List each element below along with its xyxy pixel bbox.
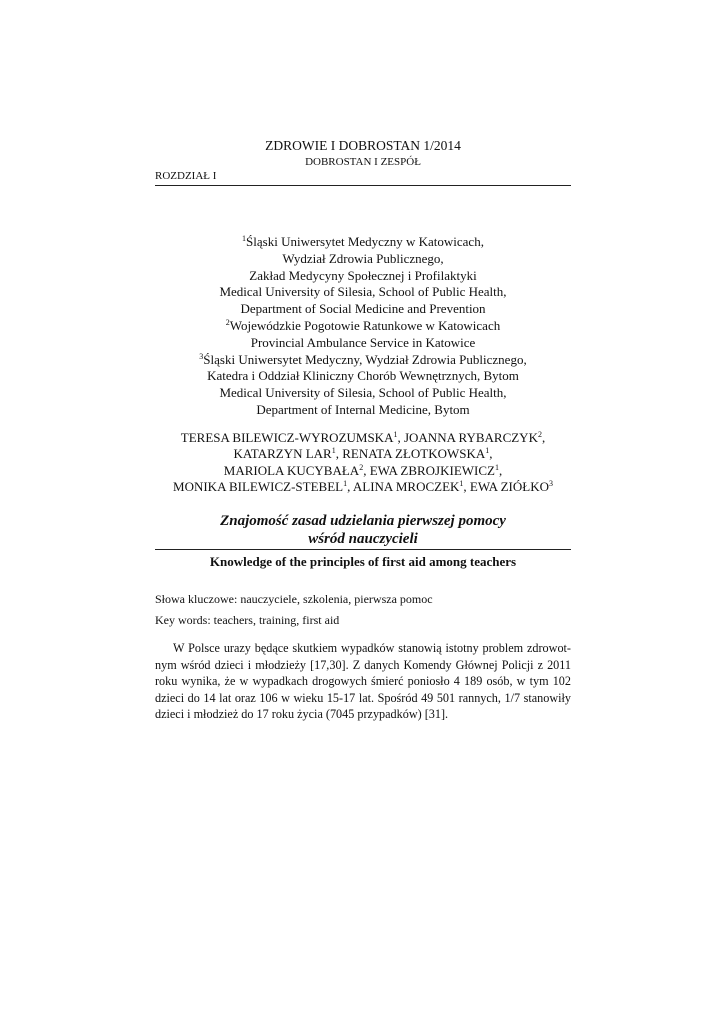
author-name: KATARZYN LAR bbox=[233, 446, 332, 462]
affiliation-line: Medical University of Silesia, School of Public Health, bbox=[219, 385, 507, 401]
title-rule bbox=[155, 549, 571, 550]
affiliation-line: Medical University of Silesia, School of Public Health, bbox=[219, 284, 507, 300]
section-title: DOBROSTAN I ZESPÓŁ bbox=[305, 156, 421, 168]
affiliation-line: Department of Internal Medicine, Bytom bbox=[256, 401, 470, 417]
affiliation-line: Katedra i Oddział Kliniczny Chorób Wewnętrznych, Bytom bbox=[207, 368, 519, 384]
author-list bbox=[155, 430, 571, 496]
affiliation-line: $^2$Wojewódzkie Pogotowie Ratunkowe w Katowicach bbox=[225, 317, 501, 333]
author-name: ALINA MROCZEK bbox=[352, 479, 460, 495]
body-line: W Polsce urazy będące skutkiem wypadków stanowią istotny problem zdrowot- bbox=[173, 641, 571, 655]
author-name: MONIKA BILEWICZ-STEBEL bbox=[173, 479, 344, 495]
affiliation-line: Wydział Zdrowia Publicznego, bbox=[282, 250, 444, 266]
header-rule bbox=[155, 185, 571, 186]
author-line: KATARZYN LAR$^1$, RENATA ZŁOTKOWSKA$^1$, bbox=[233, 446, 493, 462]
affiliation-line: Department of Social Medicine and Prevention bbox=[240, 301, 486, 317]
author-name: JOANNA RYBARCZYK bbox=[403, 430, 538, 445]
author-name: RENATA ZŁOTKOWSKA bbox=[342, 446, 486, 462]
author-name: EWA ZIÓŁKO bbox=[469, 479, 549, 495]
keywords-english: Key words: teachers, training, first aid bbox=[155, 613, 340, 627]
author-line: TERESA BILEWICZ-WYROZUMSKA$^1$, JOANNA RYBARCZYK$^2$, bbox=[180, 430, 546, 445]
affiliations bbox=[155, 234, 571, 419]
affiliation-line: $^1$Śląski Uniwersytet Medyczny w Katowicach, bbox=[242, 234, 484, 249]
article-title-english: Knowledge of the principles of first aid among teachers bbox=[209, 554, 517, 569]
author-line: MARIOLA KUCYBAŁA$^2$, EWA ZBROJKIEWICZ$^1$, bbox=[223, 462, 503, 478]
body-line: dzieci i młodzież do 17 roku życia (7045 przypadków) [31]. bbox=[155, 707, 449, 722]
author-name: EWA ZBROJKIEWICZ bbox=[369, 462, 495, 478]
article-title-polish: Znajomość zasad udzielania pierwszej pomocy wśród nauczycieli bbox=[220, 513, 506, 547]
body-line: nym wśród dzieci i młodzieży [17,30]. Z danych Komendy Głównej Policji z 2011 bbox=[155, 657, 571, 672]
affiliation-line: $^3$Śląski Uniwersytet Medyczny, Wydział Zdrowia Publicznego, bbox=[199, 351, 527, 367]
affiliation-line: Provincial Ambulance Service in Katowice bbox=[250, 334, 476, 350]
journal-title: ZDROWIE I DOBROSTAN 1/2014 bbox=[265, 138, 461, 153]
body-line: roku wynika, że w wypadkach drogowych śmierć poniosło 4 189 osób, w tym 102 bbox=[155, 674, 571, 689]
author-name: MARIOLA KUCYBAŁA bbox=[223, 462, 360, 478]
body-line: dzieci do 14 lat oraz 106 w wieku 15-17 lat. Spośród 49 501 rannych, 1/7 stanowiły bbox=[155, 690, 571, 705]
author-name: TERESA BILEWICZ-WYROZUMSKA bbox=[180, 430, 394, 445]
affiliation-line: Zakład Medycyny Społecznej i Profilaktyki bbox=[249, 267, 477, 283]
keywords-polish: Słowa kluczowe: nauczyciele, szkolenia, pierwsza pomoc bbox=[155, 592, 433, 606]
body-paragraph bbox=[155, 640, 571, 723]
author-line: MONIKA BILEWICZ-STEBEL$^1$, ALINA MROCZEK$^1$, EWA ZIÓŁKO$^3$ bbox=[173, 479, 553, 495]
chapter-label: ROZDZIAŁ I bbox=[155, 170, 217, 182]
